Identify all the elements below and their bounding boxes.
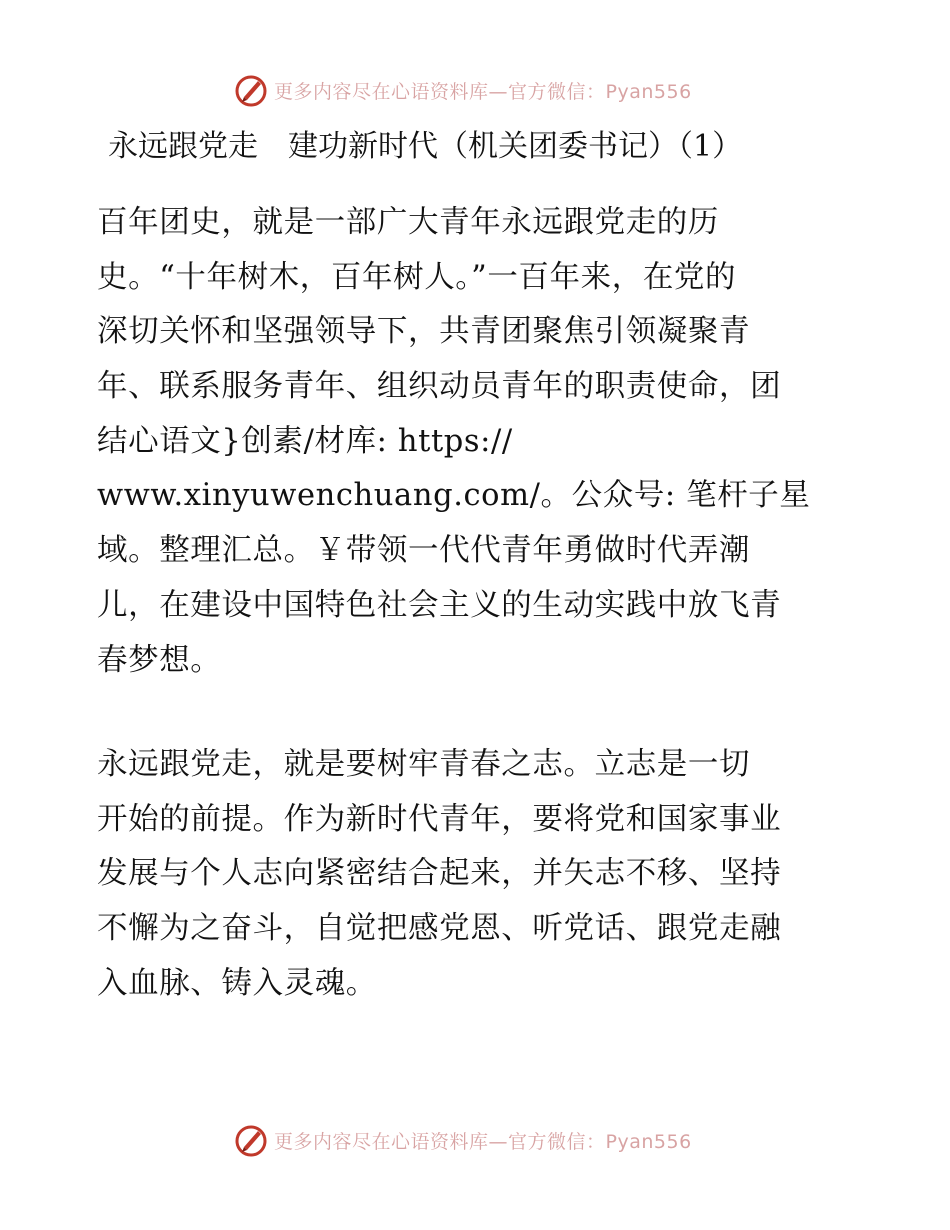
paragraph-line: 春梦想。 [97,642,222,678]
paragraph-line: 史。“十年树木，百年树人。”一百年来，在党的 [97,259,737,295]
paragraph-line: 百年团史，就是一部广大青年永远跟党走的历 [97,205,719,240]
footer-banner [0,1118,950,1162]
document-title: 永远跟党走 建功新时代（机关团委书记）（1） [108,129,743,164]
paragraph-line: 永远跟党走，就是要树牢青春之志。立志是一切 [97,747,751,782]
paragraph-line: 不懈为之奋斗，自觉把感党恩、听党话、跟党走融 [97,911,782,947]
banner-text: 更多内容尽在心语资料库—官方微信：Pyan556 [274,1130,692,1153]
pen-logo-icon [232,1121,270,1159]
pen-logo-icon [232,71,270,109]
paragraph-2 [97,738,857,1011]
paragraph-line: 年、联系服务青年、组织动员青年的职责使命，团 [97,369,782,405]
paragraph-line: www.xinyuwenchuang.com/。公众号: 笔杆子星 [97,478,811,514]
paragraph-line: 开始的前提。作为新时代青年，要将党和国家事业 [97,801,782,837]
paragraph-line: 域。整理汇总。￥带领一代代青年勇做时代弄潮 [97,533,751,569]
header-banner [0,68,950,112]
paragraph-1 [97,196,857,688]
paragraph-line: 发展与个人志向紧密结合起来，并矢志不移、坚持 [97,856,782,892]
banner-text: 更多内容尽在心语资料库—官方微信：Pyan556 [274,80,692,103]
paragraph-line: 入血脉、铸入灵魂。 [97,965,377,1001]
paragraph-line: 儿，在建设中国特色社会主义的生动实践中放飞青 [97,587,782,623]
paragraph-line: 深切关怀和坚强领导下，共青团聚焦引领凝聚青 [97,314,751,350]
paragraph-line: 结心语文}创素/材库: https:// [97,423,513,459]
